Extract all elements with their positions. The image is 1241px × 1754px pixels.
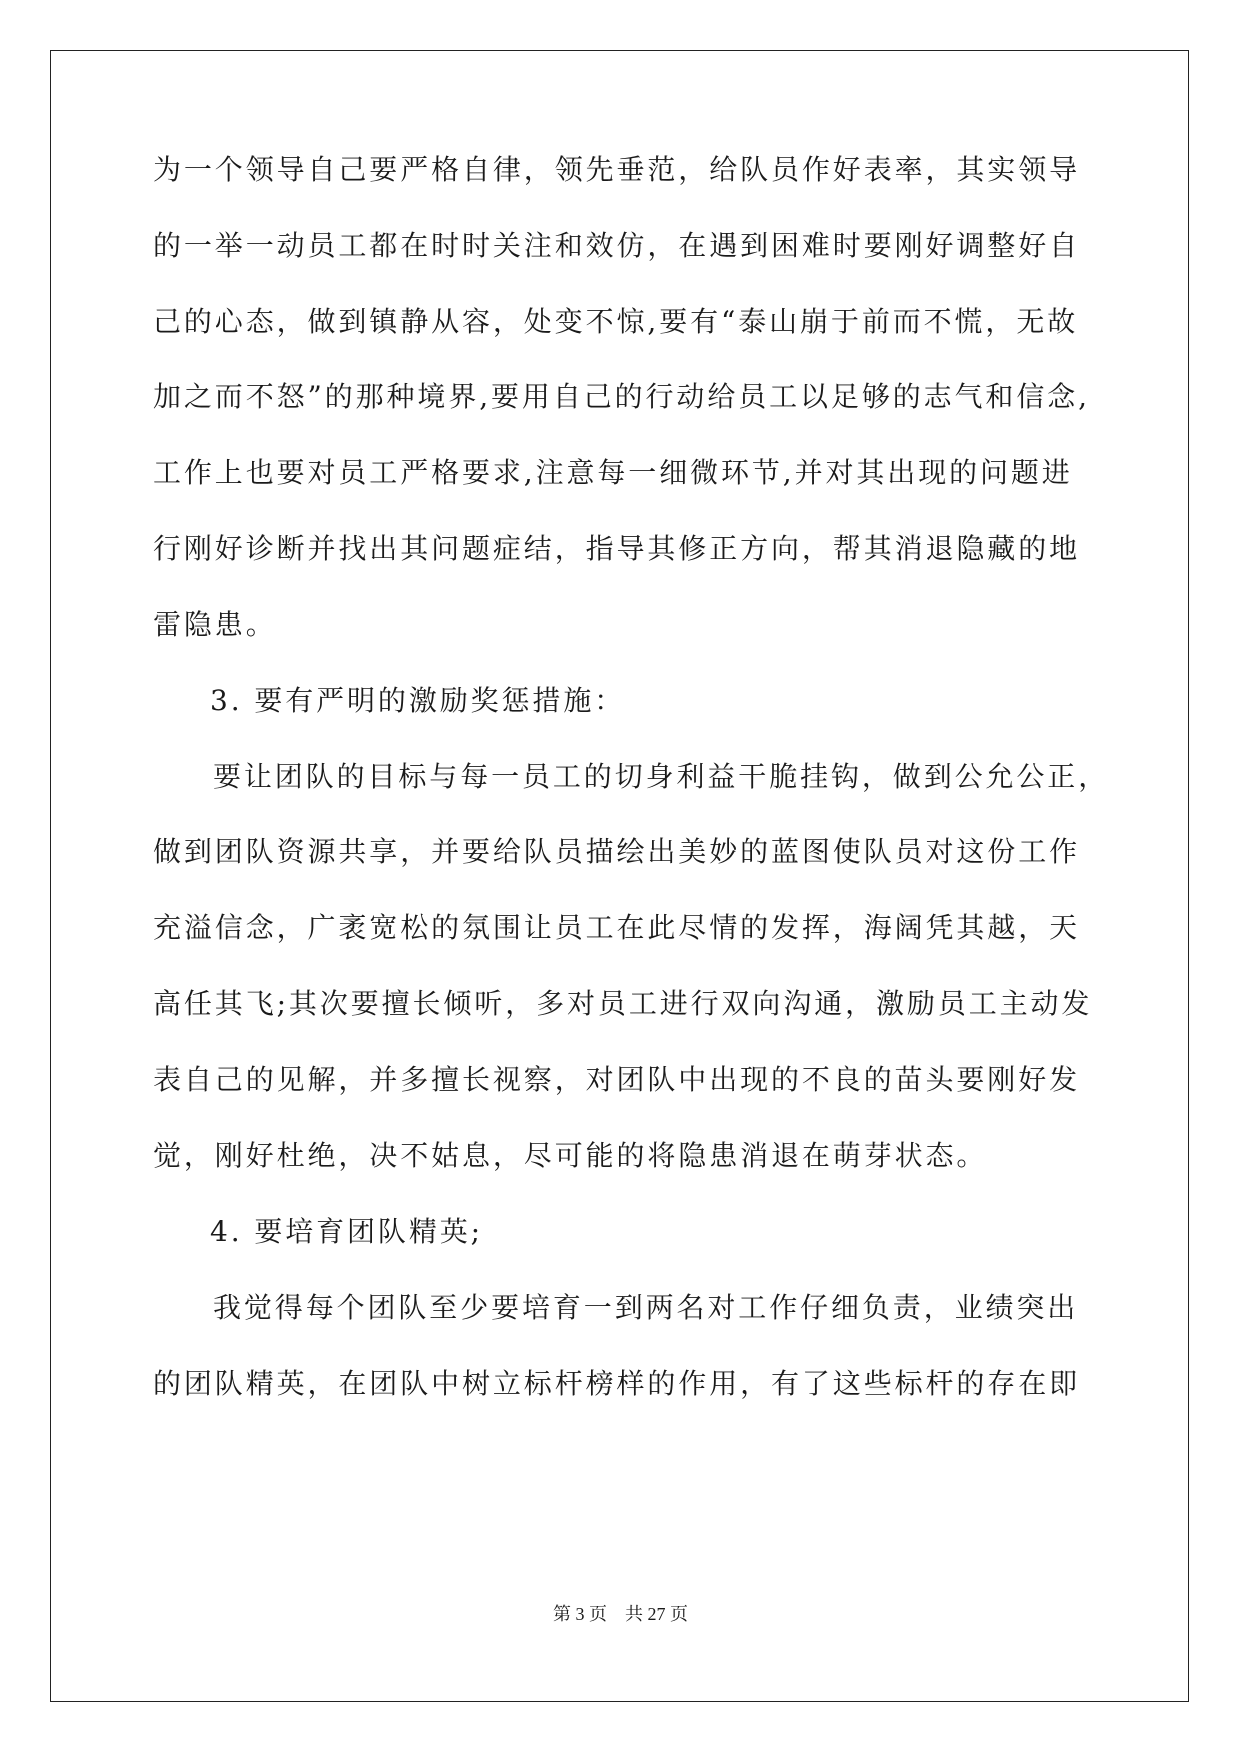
- body-line: 为一个领导自己要严格自律，领先垂范，给队员作好表率，其实领导: [153, 153, 1081, 186]
- body-line: 工作上也要对员工严格要求,注意每一细微环节,并对其出现的问题进: [153, 456, 1073, 489]
- page-border: [50, 50, 1189, 1702]
- body-line: 的一举一动员工都在时时关注和效仿，在遇到困难时要刚好调整好自: [153, 229, 1081, 262]
- body-line: 的团队精英，在团队中树立标杆榜样的作用，有了这些标杆的存在即: [153, 1367, 1081, 1400]
- section-heading-3: 3. 要有严明的激励奖惩措施：: [210, 684, 626, 717]
- body-line: 做到团队资源共享，并要给队员描绘出美妙的蓝图使队员对这份工作: [153, 835, 1081, 868]
- body-line: 加之而不怒”的那种境界,要用自己的行动给员工以足够的志气和信念,: [153, 380, 1090, 413]
- paragraph-first-line: 要让团队的目标与每一员工的切身利益干脆挂钩，做到公允公正，: [213, 760, 1110, 793]
- body-line: 雷隐患。: [153, 608, 277, 641]
- current-page-label: 第 3 页: [553, 1604, 607, 1624]
- body-line: 己的心态，做到镇静从容，处变不惊,要有“泰山崩于前而不慌，无故: [153, 305, 1079, 338]
- total-pages-label: 共 27 页: [625, 1604, 688, 1624]
- body-line: 表自己的见解，并多擅长视察，对团队中出现的不良的苗头要刚好发: [153, 1063, 1081, 1096]
- body-line: 高任其飞;其次要擅长倾听，多对员工进行双向沟通，激励员工主动发: [153, 987, 1093, 1020]
- body-line: 行刚好诊断并找出其问题症结，指导其修正方向，帮其消退隐藏的地: [153, 532, 1081, 565]
- page-footer: [0, 1602, 1241, 1626]
- body-line: 充溢信念，广袤宽松的氛围让员工在此尽情的发挥，海阔凭其越，天: [153, 911, 1081, 944]
- paragraph-first-line: 我觉得每个团队至少要培育一到两名对工作仔细负责，业绩突出: [213, 1291, 1079, 1324]
- section-heading-4: 4. 要培育团队精英;: [210, 1215, 483, 1248]
- body-line: 觉，刚好杜绝，决不姑息，尽可能的将隐患消退在萌芽状态。: [153, 1139, 988, 1172]
